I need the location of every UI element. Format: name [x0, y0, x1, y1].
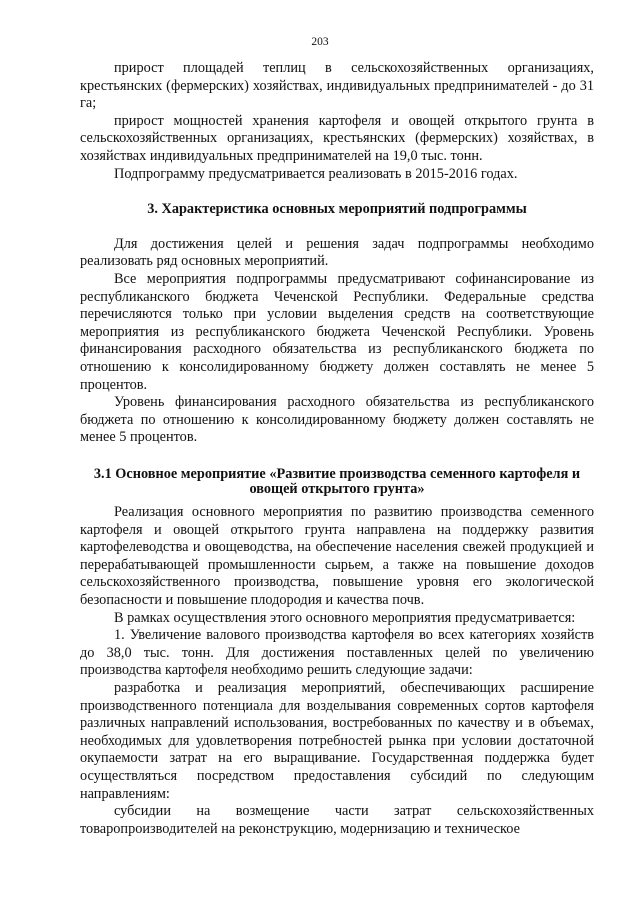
section-heading: 3. Характеристика основных мероприятий подпрограммы: [147, 201, 527, 218]
paragraph: В рамках осуществления этого основного мероприятия предусматривается:: [114, 609, 576, 626]
paragraph: субсидии на возмещение части затрат сельскохозяйственных товаропроизводителей на реконструкцию, модернизацию и техническое: [80, 803, 594, 837]
paragraph: прирост площадей теплиц в сельскохозяйственных организациях, крестьянских (фермерских) хозяйствах, индивидуальных предпринимателей - до 31 га;: [80, 60, 594, 112]
paragraph: Подпрограмму предусматривается реализовать в 2015-2016 годах.: [114, 165, 518, 182]
paragraph: 1. Увеличение валового производства картофеля во всех категориях хозяйств до 38,0 тыс. тонн. Для достижения поставленных целей по увеличению производства картофеля необходимо решить следующие задачи:: [80, 627, 594, 679]
page-number: 203: [311, 36, 329, 48]
paragraph: Уровень финансирования расходного обязательства из республиканского бюджета по отношению к консолидированному бюджету должен составлять не менее 5 процентов.: [80, 394, 594, 446]
paragraph: разработка и реализация мероприятий, обеспечивающих расширение производственного потенциала для возделывания современных сортов картофеля различных направлений использования, востребованных по качеству и в объемах, необходимых для удовлетворения потребностей рынка при условии достаточной окупаемости затрат на его выращивание. Государственная поддержка будет осуществляться посредством предоставления субсидий по следующим направлениям:: [80, 680, 594, 802]
paragraph: Реализация основного мероприятия по развитию производства семенного картофеля и овощей открытого грунта направлена на поддержку развития картофелеводства и овощеводства, на обеспечение населения свежей продукцией и перерабатывающей промышленности сырьем, а также на повышение доходов сельскохозяйственного производства, повышение уровня его экологической безопасности и повышение плодородия и качества почв.: [80, 504, 594, 609]
paragraph: прирост мощностей хранения картофеля и овощей открытого грунта в сельскохозяйственных организациях, крестьянских (фермерских) хозяйствах, в хозяйствах индивидуальных предпринимателей на 19,0 тыс. тонн.: [80, 112, 594, 164]
subsection-heading: 3.1 Основное мероприятие «Развитие производства семенного картофеля и овощей открытого грунта»: [93, 465, 581, 498]
paragraph: Все мероприятия подпрограммы предусматривают софинансирование из республиканского бюджета Чеченской Республики. Федеральные средства перечисляются только при условии выделения средств на соответствующие мероприятия из республиканского бюджета Чеченской Республики. Уровень финансирования расходного обязательства из республиканского бюджета по отношению к консолидированному бюджету должен составлять не менее 5 процентов.: [80, 270, 594, 393]
page-body: [80, 60, 594, 838]
paragraph: Для достижения целей и решения задач подпрограммы необходимо реализовать ряд основных мероприятий.: [80, 235, 594, 270]
